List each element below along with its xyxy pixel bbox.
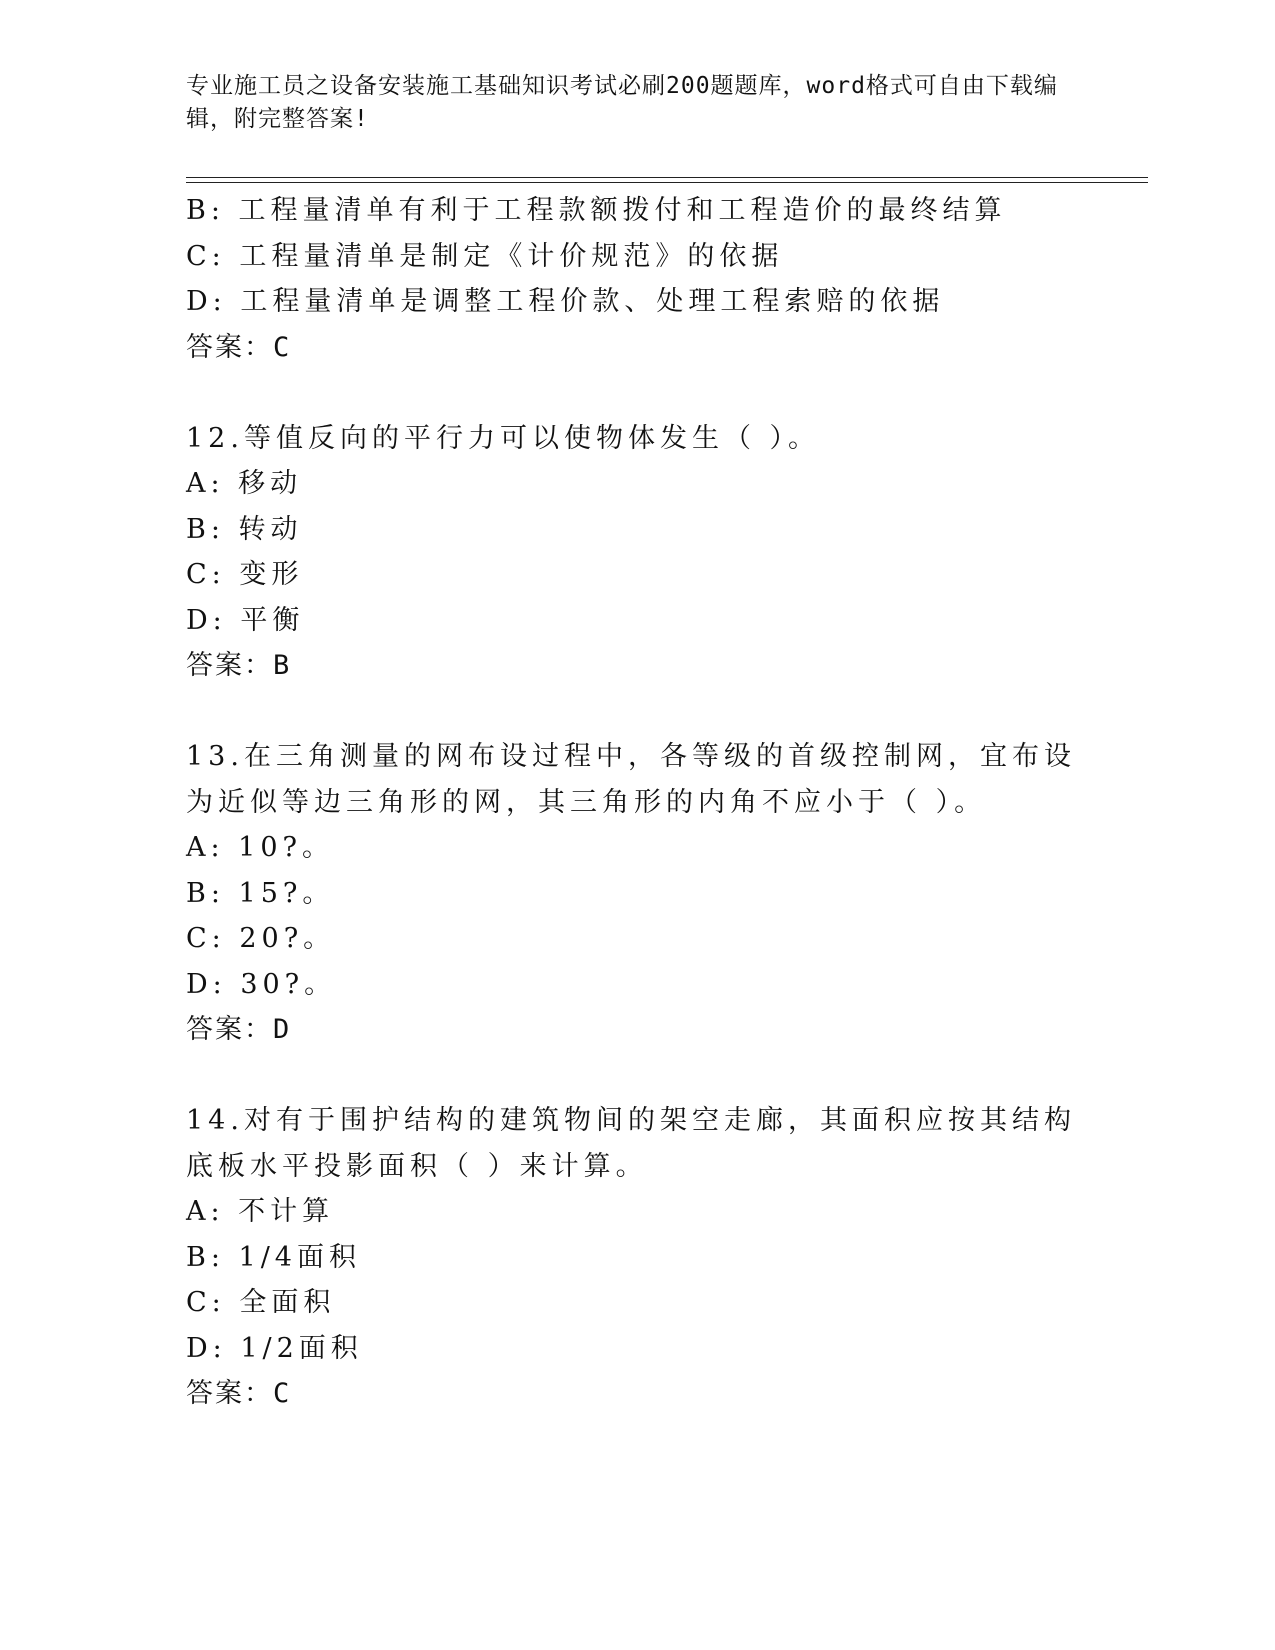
question-13 (186, 734, 1086, 1053)
answer: 答案：D (186, 1014, 292, 1045)
option-b: B: 工程量清单有利于工程款额拨付和工程造价的最终结算 (186, 195, 1007, 226)
option-a: A: 10?。 (186, 832, 335, 863)
option-c: C: 20?。 (186, 923, 336, 954)
header-rule-bottom (186, 182, 1148, 183)
option-c: C: 工程量清单是制定《计价规范》的依据 (186, 240, 784, 272)
option-d: D: 工程量清单是调整工程价款、处理工程索赔的依据 (186, 286, 945, 317)
question-stem: 14.对有于围护结构的建筑物间的架空走廊，其面积应按其结构底板水平投影面积（ ）来计算。 (186, 1105, 1076, 1182)
question-stem: 13.在三角测量的网布设过程中，各等级的首级控制网，宜布设为近似等边三角形的网，其三角形的内角不应小于（ ）。 (186, 741, 1076, 818)
option-d: D: 平衡 (186, 604, 305, 636)
answer: 答案：B (186, 650, 292, 681)
option-c: C: 全面积 (186, 1287, 336, 1318)
option-a: A: 不计算 (186, 1196, 335, 1227)
option-a: A: 移动 (186, 468, 303, 499)
answer: 答案：C (186, 331, 292, 363)
question-list (186, 188, 1086, 1417)
option-d: D: 1/2面积 (186, 1332, 363, 1364)
document-header: 专业施工员之设备安装施工基础知识考试必刷200题题库，word格式可自由下载编辑，附完整答案! (186, 73, 1058, 132)
question-14 (186, 1098, 1086, 1417)
question-stem: 12.等值反向的平行力可以使物体发生（ ）。 (186, 422, 821, 454)
question-11-partial (186, 188, 1086, 370)
option-c: C: 变形 (186, 559, 304, 590)
option-b: B: 15?。 (186, 877, 335, 909)
option-d: D: 30?。 (186, 968, 337, 1000)
question-12 (186, 416, 1086, 689)
answer: 答案：C (186, 1378, 292, 1409)
option-b: B: 转动 (186, 513, 303, 545)
option-b: B: 1/4面积 (186, 1241, 361, 1273)
header-rule-top (186, 177, 1148, 178)
